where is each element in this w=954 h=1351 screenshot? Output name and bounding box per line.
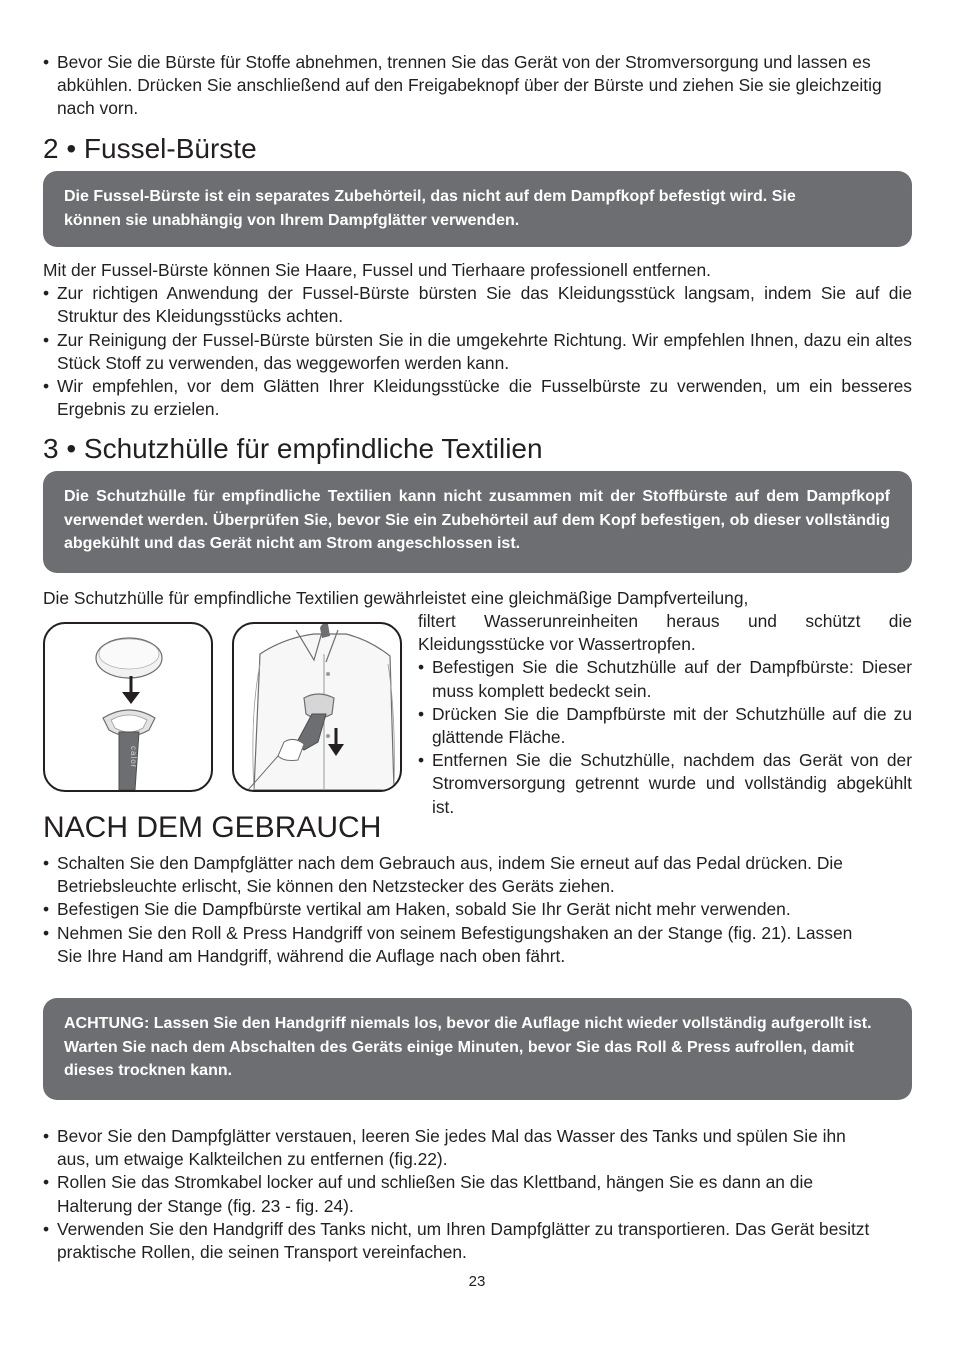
- section-3-title: 3 • Schutzhülle für empfindliche Textilien: [43, 433, 543, 464]
- list-item: • Schalten Sie den Dampfglätter nach dem Gebrauch aus, indem Sie erneut auf das Pedal drücken. Die Betriebsleuchte erlischt, Sie können den Netzstecker des Geräts ziehen.: [43, 852, 912, 898]
- section-3-list: [418, 656, 912, 818]
- list-item: • Zur richtigen Anwendung der Fussel-Bürste bürsten Sie das Kleidungsstück langsam, indem Sie auf die Struktur des Kleidungsstücks achten.: [43, 282, 912, 328]
- storage-list: [43, 1125, 912, 1264]
- section-3-figure-text: [418, 610, 912, 819]
- list-item: • Bevor Sie den Dampfglätter verstauen, leeren Sie jedes Mal das Wasser des Tanks und spülen Sie ihn aus, um etwaige Kalkteilchen zu entfernen (fig.22).: [43, 1125, 912, 1171]
- cover-attach-illustration: [45, 624, 211, 790]
- list-item: • Drücken Sie die Dampfbürste mit der Schutzhülle auf die zu glättende Fläche.: [418, 703, 912, 749]
- section-2-title: 2 • Fussel-Bürste: [43, 133, 257, 164]
- section-2-note-box: [43, 171, 912, 247]
- intro-bullet: • Bevor Sie die Bürste für Stoffe abnehmen, trennen Sie das Gerät von der Stromversorgung und lassen es abkühlen. Drücken Sie anschließend auf den Freigabeknopf über der Bürste und ziehen Sie sie gleichzeitig nach vorn.: [43, 51, 912, 121]
- section-3-note: Die Schutzhülle für empfindliche Textilien kann nicht zusammen mit der Stoffbürste auf dem Dampfkopf verwendet werden. Überprüfen Sie, bevor Sie ein Zubehörteil auf dem Kopf befestigen, ob dieser vollständig abgekühlt und das Gerät nicht am Strom angeschlossen ist.: [64, 488, 890, 552]
- after-use-title: NACH DEM GEBRAUCH: [43, 811, 382, 844]
- section-3-note-box: [43, 471, 912, 573]
- section-3-lead-rest: filtert Wasserunreinheiten heraus und schützt die Kleidungsstücke vor Wassertropfen.: [418, 611, 912, 655]
- intro-list: [43, 51, 912, 121]
- after-use-list: [43, 852, 912, 968]
- list-item: • Befestigen Sie die Schutzhülle auf der Dampfbürste: Dieser muss komplett bedeckt sein.: [418, 656, 912, 702]
- list-item: • Rollen Sie das Stromkabel locker auf und schließen Sie das Klettband, hängen Sie es dann an die Halterung der Stange (fig. 23 - fig. 24).: [43, 1171, 912, 1217]
- brand-mark: calor: [129, 746, 138, 769]
- section-3-lead-top: Die Schutzhülle für empfindliche Textilien gewährleistet eine gleichmäßige Dampfverteilung,: [43, 588, 749, 608]
- list-item: • Nehmen Sie den Roll & Press Handgriff von seinem Befestigungshaken an der Stange (fig. 21). Lassen Sie Ihre Hand am Handgriff, während die Auflage nach oben fährt.: [43, 922, 912, 968]
- list-item: • Verwenden Sie den Handgriff des Tanks nicht, um Ihren Dampfglätter zu transportieren. Das Gerät besitzt praktische Rollen, die seinen Transport vereinfachen.: [43, 1218, 912, 1264]
- warning-box: [43, 998, 912, 1100]
- figure-cover-use: [232, 622, 402, 792]
- figure-cover-attach: [43, 622, 213, 792]
- warning-text: ACHTUNG: Lassen Sie den Handgriff niemals los, bevor die Auflage nicht wieder vollständig aufgerollt ist. Warten Sie nach dem Abschalten des Geräts einige Minuten, bevor Sie das Roll & Press aufrollen, damit dieses trocknen kann.: [64, 1015, 872, 1079]
- page-number: 23: [468, 1273, 486, 1290]
- section-2-lead: Mit der Fussel-Bürste können Sie Haare, Fussel und Tierhaare professionell entfernen.: [43, 260, 711, 280]
- list-item: • Wir empfehlen, vor dem Glätten Ihrer Kleidungsstücke die Fusselbürste zu verwenden, um ein besseres Ergebnis zu erzielen.: [43, 375, 912, 421]
- section-3-figure-row: [43, 610, 912, 817]
- section-2-body: [43, 259, 912, 421]
- list-item: • Zur Reinigung der Fussel-Bürste bürsten Sie in die umgekehrte Richtung. Wir empfehlen Ihnen, dazu ein altes Stück Stoff zu verwenden, das weggeworfen werden kann.: [43, 329, 912, 375]
- section-2-list: [43, 282, 912, 421]
- cover-use-illustration: [234, 624, 400, 790]
- list-item: • Entfernen Sie die Schutzhülle, nachdem das Gerät von der Stromversorgung getrennt wurde und vollständig abgekühlt ist.: [418, 749, 912, 819]
- section-2-note: Die Fussel-Bürste ist ein separates Zubehörteil, das nicht auf dem Dampfkopf befestigt wird. Sie können sie unabhängig von Ihrem Dampfglätter verwenden.: [64, 188, 796, 229]
- list-item: • Befestigen Sie die Dampfbürste vertikal am Haken, sobald Sie Ihr Gerät nicht mehr verwenden.: [43, 898, 912, 921]
